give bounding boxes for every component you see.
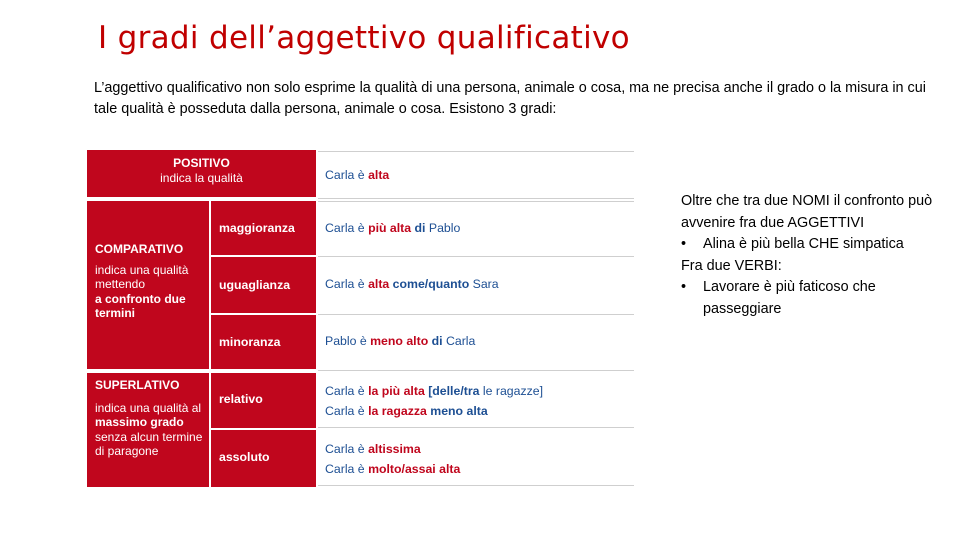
side-bullet-1: • Alina è più bella CHE simpatica [681, 234, 951, 256]
side-notes [681, 191, 951, 321]
comparativo-cell [87, 201, 209, 369]
positivo-desc: indica la qualità [160, 170, 243, 185]
relativo-label: relativo [211, 373, 316, 428]
intro-paragraph: L’aggettivo qualificativo non solo esprime la qualità di una persona, animale o cosa, ma ne precisa anche il grado o la misura in cui tale qualità è posseduta dalla persona, animale o cosa. Esistono 3 gradi: [94, 80, 926, 117]
uguaglianza-label: uguaglianza [211, 257, 316, 313]
relativo-example-1: Carla è la più alta [delle/tra le ragazze] [325, 384, 544, 398]
assoluto-example-1: Carla è altissima [325, 442, 421, 456]
minoranza-label: minoranza [211, 315, 316, 369]
superlativo-title: SUPERLATIVO [95, 378, 180, 392]
divider [318, 151, 634, 152]
divider [318, 370, 634, 371]
divider [318, 314, 634, 315]
comparativo-title: COMPARATIVO [95, 242, 184, 256]
positivo-header [87, 150, 316, 197]
side-paragraph-1: Oltre che tra due NOMI il confronto può avvenire fra due AGGETTIVI [681, 193, 933, 231]
superlativo-desc: indica una qualità al massimo grado senza alcun termine di paragone [95, 400, 203, 458]
side-bullet-2: • Lavorare è più faticoso che passeggiare [681, 277, 951, 320]
uguaglianza-example: Carla è alta come/quanto Sara [325, 277, 499, 291]
slide-title: I gradi dell’aggettivo qualificativo [98, 20, 630, 56]
maggioranza-example: Carla è più alta di Pablo [325, 221, 461, 235]
divider [318, 201, 634, 202]
comparativo-desc: indica una qualità mettendo [95, 262, 189, 291]
assoluto-label: assoluto [211, 430, 316, 487]
bullet-glyph: • [681, 236, 687, 253]
divider [318, 427, 634, 428]
divider [318, 198, 634, 199]
superlativo-cell [87, 373, 209, 487]
positivo-example: Carla è alta [325, 168, 390, 182]
maggioranza-label: maggioranza [211, 201, 316, 255]
comparativo-desc-bold: a confronto due termini [95, 291, 186, 320]
bullet-glyph: • [681, 279, 687, 296]
side-paragraph-2: Fra due VERBI: [681, 257, 782, 274]
divider [318, 256, 634, 257]
divider [318, 485, 634, 486]
assoluto-example-2: Carla è molto/assai alta [325, 462, 461, 476]
grades-table [87, 150, 634, 487]
relativo-example-2: Carla è la ragazza meno alta [325, 404, 488, 418]
positivo-title: POSITIVO [173, 156, 230, 170]
minoranza-example: Pablo è meno alto di Carla [325, 334, 476, 348]
